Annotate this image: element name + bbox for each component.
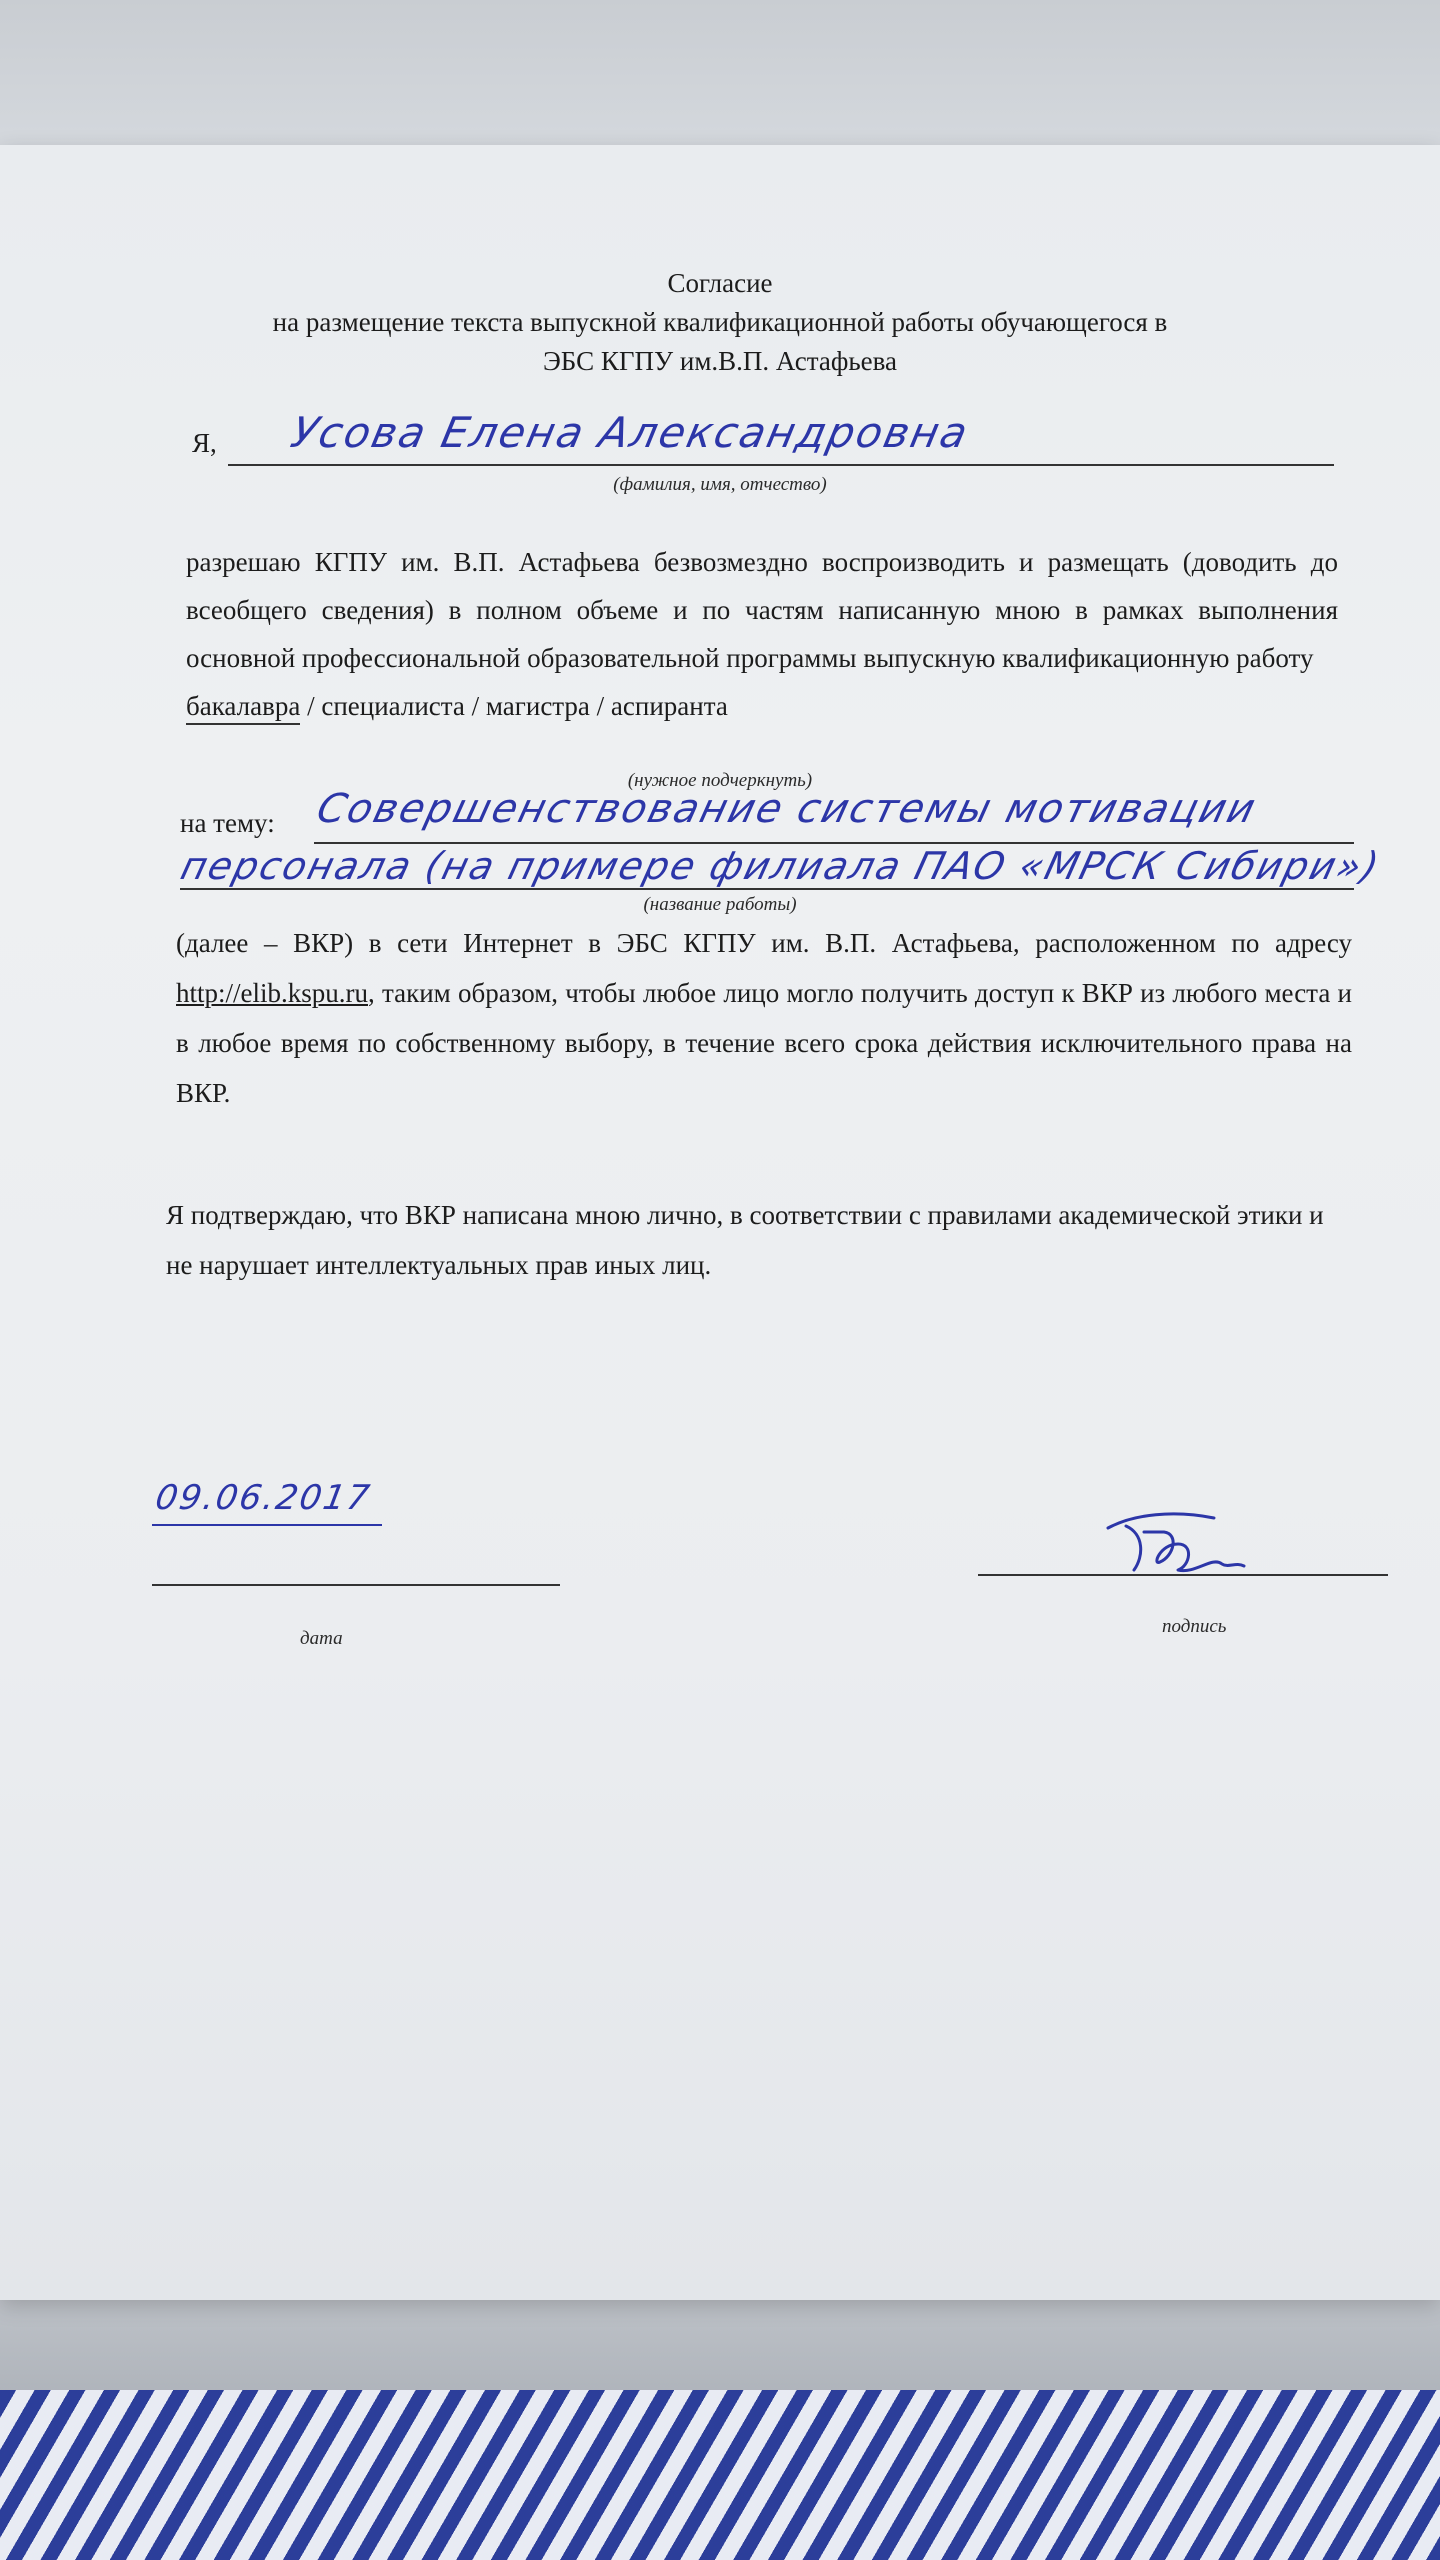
degree-caption: (нужное подчеркнуть) [627,770,813,791]
handwritten-theme-line2: персонала (на примере филиала ПАО «МРСК Сибири») [176,844,1385,888]
document-subtitle-line1: на размещение текста выпускной квалификационной работы обучающегося в [272,307,1168,337]
signature-caption: подпись [1162,1616,1227,1637]
background-top [0,0,1440,160]
publication-text-2: , таким образом, чтобы любое лицо могло получить доступ к ВКР из любого места и в любое время по собственному выбору, в течение всего срока действия исключительного права на ВКР. [176,978,1352,1108]
handwritten-name: Усова Елена Александровна [286,408,974,457]
ya-label: Я, [192,428,217,458]
date-line [152,1584,560,1586]
consent-paragraph-text: разрешаю КГПУ им. В.П. Астафьева безвозмездно воспроизводить и размещать (доводить до всеобщего сведения) в полном объеме и по частям написанную мною в рамках выполнения основной профессиональной образовательной программы выпускную квалификационную работу [186,547,1338,673]
background-under-sheet [0,2290,1440,2400]
theme-label: на тему: [180,808,275,838]
degree-specialist: / специалиста [307,691,465,721]
handwritten-theme-line1: Совершенствование системы мотивации [312,786,1262,832]
striped-fabric [0,2390,1440,2560]
degree-postgraduate: / аспиранта [596,691,728,721]
date-caption: дата [300,1628,343,1649]
signature-icon [1104,1504,1254,1584]
signature-line [978,1574,1388,1576]
handwritten-date: 09.06.2017 [152,1478,375,1518]
degree-master: / магистра [471,691,590,721]
document-subtitle-line2: ЭБС КГПУ им.В.П. Астафьева [542,346,898,376]
publication-text-1: (далее – ВКР) в сети Интернет в ЭБС КГПУ им. В.П. Астафьева, расположенном по адресу [176,928,1352,958]
fio-caption: (фамилия, имя, отчество) [613,474,827,495]
elib-link[interactable]: http://elib.kspu.ru [176,978,368,1008]
degree-options [186,682,1338,730]
publication-paragraph [176,918,1352,1118]
degree-bachelor: бакалавра [186,691,300,725]
name-line [228,464,1334,466]
date-ink-underline [152,1524,382,1526]
consent-paragraph [186,538,1338,730]
theme-line-2 [180,888,1354,890]
work-caption: (название работы) [643,894,797,915]
confirmation-paragraph: Я подтверждаю, что ВКР написана мною лично, в соответствии с правилами академической этики и не нарушает интеллектуальных прав иных лиц. [166,1200,1324,1280]
document-title: Согласие [667,268,773,298]
